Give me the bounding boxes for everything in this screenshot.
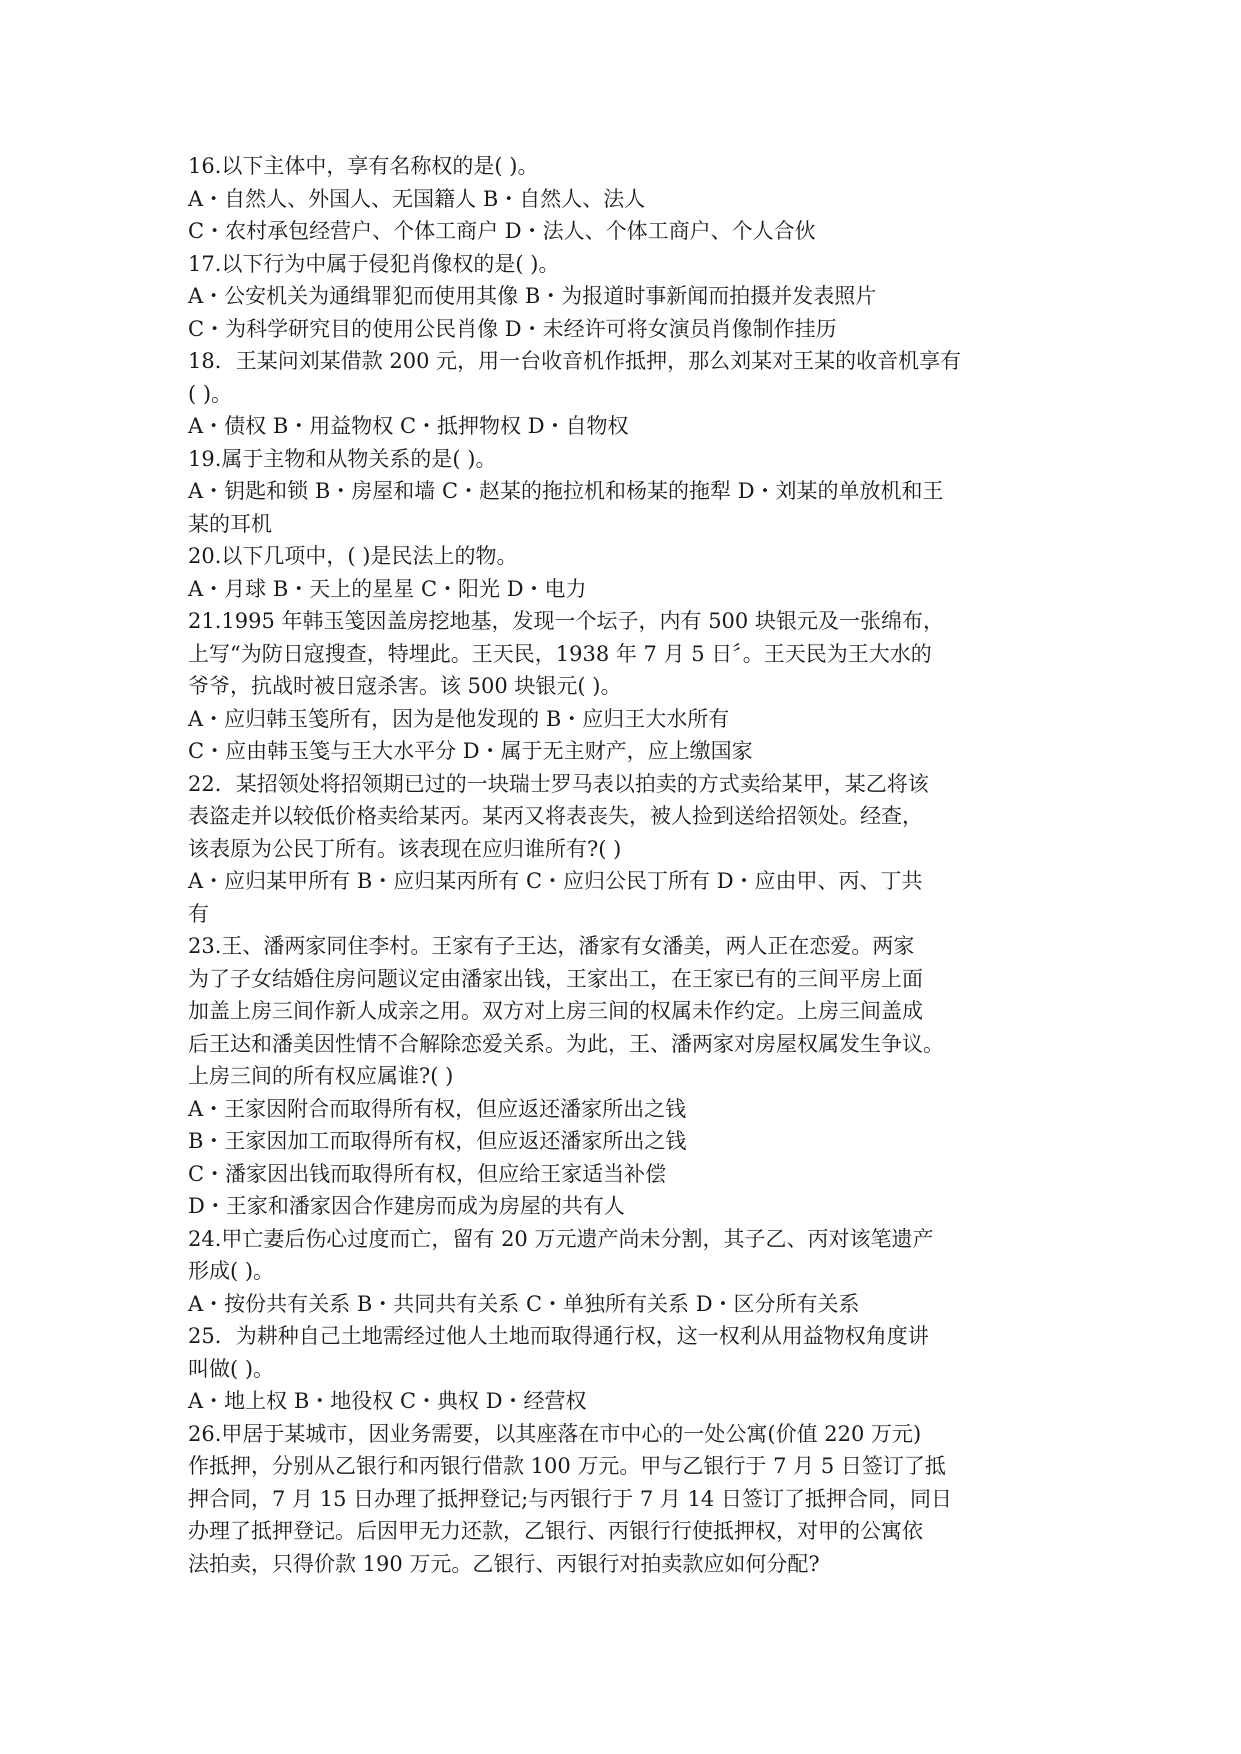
question-26-stem-cont: 作抵押，分别从乙银行和丙银行借款 100 万元。甲与乙银行于 7 月 5 日签订了抵 — [188, 1454, 946, 1478]
question-19-stem: 19.属于主物和从物关系的是( )。 — [188, 446, 497, 471]
question-21-stem-cont: 爷爷，抗战时被日寇杀害。该 500 块银元( )。 — [188, 674, 622, 698]
question-24-stem-cont: 形成( )。 — [188, 1259, 275, 1283]
question-23-option-c: C・潘家因出钱而取得所有权，但应给王家适当补偿 — [188, 1161, 667, 1186]
question-16-stem: 16.以下主体中，享有名称权的是( )。 — [188, 154, 539, 178]
question-16-options-cd: C・农村承包经营户、个体工商户 D・法人、个体工商户、个人合伙 — [188, 219, 816, 243]
question-22-stem: 22．某招领处将招领期已过的一块瑞士罗马表以拍卖的方式卖给某甲，某乙将该 — [188, 771, 929, 796]
question-21-options-ab: A・应归韩玉笺所有，因为是他发现的 B・应归王大水所有 — [188, 706, 730, 731]
question-24-options: A・按份共有关系 B・共同共有关系 C・单独所有关系 D・区分所有关系 — [188, 1291, 860, 1316]
question-19-options: A・钥匙和锁 B・房屋和墙 C・赵某的拖拉机和杨某的拖犁 D・刘某的单放机和王 — [188, 479, 944, 503]
question-25-stem-cont: 叫做( )。 — [188, 1356, 275, 1381]
question-17-options-ab: A・公安机关为通缉罪犯而使用其像 B・为报道时事新闻而拍摄并发表照片 — [188, 284, 877, 308]
question-21-options-cd: C・应由韩玉笺与王大水平分 D・属于无主财产，应上缴国家 — [188, 739, 753, 763]
question-23-stem-cont: 上房三间的所有权应属谁?( ) — [188, 1064, 454, 1088]
question-26-stem-cont: 押合同，7 月 15 日办理了抵押登记;与丙银行于 7 月 14 日签订了抵押合同，同日 — [188, 1486, 952, 1511]
question-16-options-ab: A・自然人、外国人、无国籍人 B・自然人、法人 — [188, 186, 646, 211]
question-23-stem-cont: 后王达和潘美因性情不合解除恋爱关系。为此，王、潘两家对房屋权属发生争议。 — [188, 1031, 944, 1056]
question-26-stem-cont: 办理了抵押登记。后因甲无力还款，乙银行、丙银行行使抵押权，对甲的公寓依 — [188, 1519, 923, 1543]
question-22-stem-cont: 该表原为公民丁所有。该表现在应归谁所有?( ) — [188, 836, 622, 861]
question-22-options-cont: 有 — [188, 901, 209, 926]
question-17-options-cd: C・为科学研究目的使用公民肖像 D・未经许可将女演员肖像制作挂历 — [188, 316, 837, 341]
question-19-options-cont: 某的耳机 — [188, 511, 272, 536]
question-23-option-b: B・王家因加工而取得所有权，但应返还潘家所出之钱 — [188, 1129, 687, 1153]
question-18-stem-cont: ( )。 — [188, 381, 233, 406]
question-23-option-a: A・王家因附合而取得所有权，但应返还潘家所出之钱 — [188, 1096, 687, 1121]
question-21-stem-cont: 上写“为防日寇搜查，特埋此。王天民，1938 年 7 月 5 日〞。王天民为王大水的 — [188, 641, 932, 666]
question-26-stem: 26.甲居于某城市，因业务需要，以其座落在市中心的一处公寓(价值 220 万元) — [188, 1421, 922, 1446]
question-23-stem-cont: 加盖上房三间作新人成亲之用。双方对上房三间的权属未作约定。上房三间盖成 — [188, 999, 923, 1023]
document-body — [188, 150, 1008, 1580]
question-22-options: A・应归某甲所有 B・应归某丙所有 C・应归公民丁所有 D・应由甲、丙、丁共 — [188, 869, 923, 893]
question-20-options: A・月球 B・天上的星星 C・阳光 D・电力 — [188, 576, 587, 601]
question-17-stem: 17.以下行为中属于侵犯肖像权的是( )。 — [188, 251, 560, 276]
question-21-stem: 21.1995 年韩玉笺因盖房挖地基，发现一个坛子，内有 500 块银元及一张绵布， — [188, 609, 944, 633]
question-18-stem: 18．王某问刘某借款 200 元，用一台收音机作抵押，那么刘某对王某的收音机享有 — [188, 349, 962, 373]
question-23-option-d: D・王家和潘家因合作建房而成为房屋的共有人 — [188, 1194, 625, 1218]
question-26-stem-cont: 法拍卖，只得价款 190 万元。乙银行、丙银行对拍卖款应如何分配? — [188, 1551, 820, 1576]
question-23-stem: 23.王、潘两家同住李村。王家有子王达，潘家有女潘美，两人正在恋爱。两家 — [188, 934, 915, 958]
question-25-stem: 25．为耕种自己土地需经过他人土地而取得通行权，这一权利从用益物权角度讲 — [188, 1324, 929, 1348]
question-24-stem: 24.甲亡妻后伤心过度而亡，留有 20 万元遗产尚未分割，其子乙、丙对该笔遗产 — [188, 1226, 934, 1251]
question-18-options: A・债权 B・用益物权 C・抵押物权 D・自物权 — [188, 414, 629, 438]
question-25-options: A・地上权 B・地役权 C・典权 D・经营权 — [188, 1389, 587, 1413]
question-20-stem: 20.以下几项中，( )是民法上的物。 — [188, 544, 518, 568]
question-22-stem-cont: 表盗走并以较低价格卖给某丙。某丙又将表丧失，被人捡到送给招领处。经查， — [188, 804, 923, 828]
question-23-stem-cont: 为了子女结婚住房问题议定由潘家出钱，王家出工，在王家已有的三间平房上面 — [188, 966, 923, 991]
